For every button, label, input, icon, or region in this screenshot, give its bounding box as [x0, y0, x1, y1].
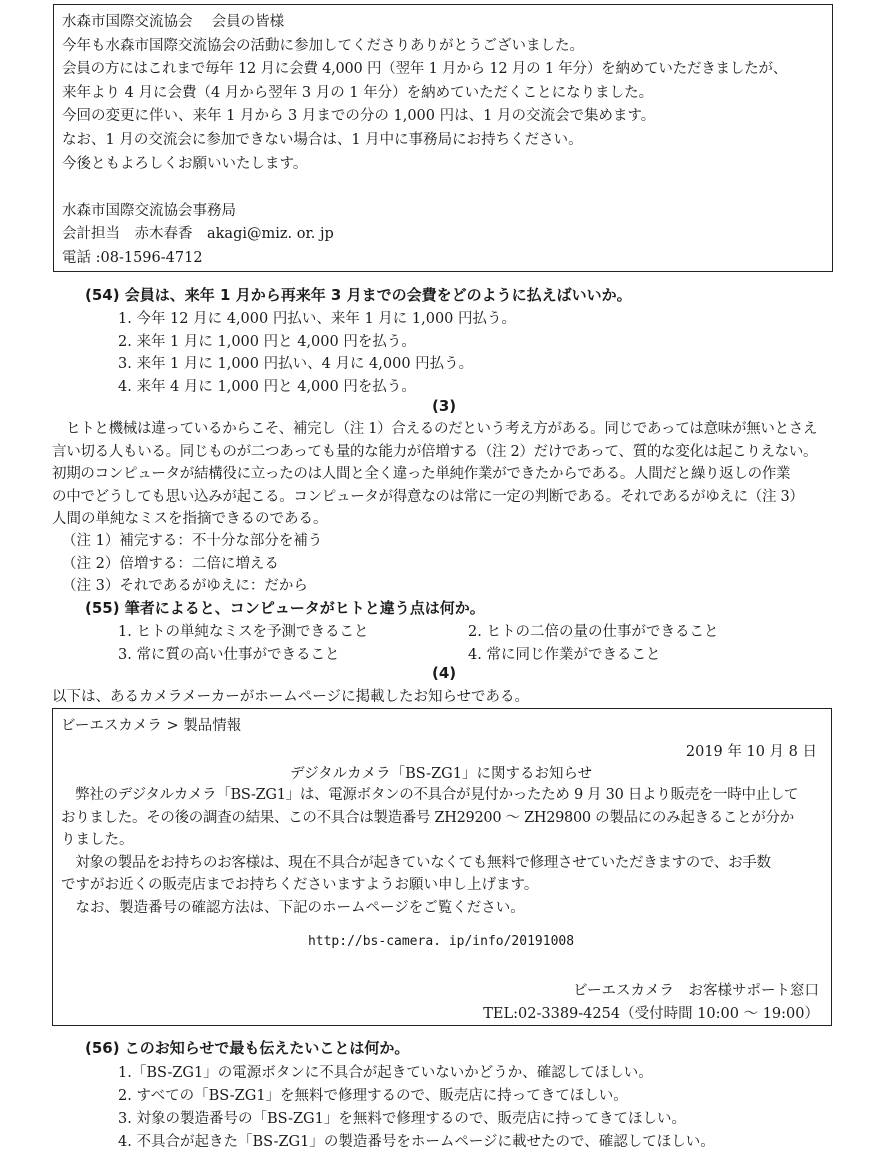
support-desk: ビーエスカメラ お客様サポート窓口	[573, 983, 819, 999]
q54-option-4[interactable]: 4. 来年 4 月に 1,000 円と 4,000 円を払う。	[118, 378, 416, 395]
question-56: (56) このお知らせで最も伝えたいことは何か。	[85, 1039, 410, 1057]
notice-office: 水森市国際交流協会事務局	[62, 202, 236, 219]
notice-line: なお、1 月の交流会に参加できない場合は、1 月中に事務局にお持ちください。	[62, 131, 583, 148]
q54-option-1[interactable]: 1. 今年 12 月に 4,000 円払い、来年 1 月に 1,000 円払う。	[118, 311, 517, 327]
paragraph-line: 人間の単純なミスを指摘できるのである。	[52, 511, 328, 527]
q56-option-4[interactable]: 4. 不具合が起きた「BS-ZG1」の製造番号をホームページに載せたので、確認してほしい。	[118, 1134, 715, 1150]
notice-contact: 会計担当 赤木春香 akagi@miz. or. jp	[62, 226, 334, 243]
q54-option-2[interactable]: 2. 来年 1 月に 1,000 円と 4,000 円を払う。	[118, 333, 416, 350]
notice-url-link[interactable]: http://bs-camera. ip/info/20191008	[307, 934, 575, 949]
q56-options	[118, 1062, 715, 1154]
q54-options	[118, 308, 516, 398]
q56-option-2[interactable]: 2. すべての「BS-ZG1」を無料で修理するので、販売店に持ってきてほしい。	[118, 1088, 628, 1104]
notice-date: 2019 年 10 月 8 日	[685, 744, 817, 760]
body-line: りました。	[61, 832, 134, 849]
body-line: 弊社のデジタルカメラ「BS-ZG1」は、電源ボタンの不具合が見付かったため 9 月 30 日より販売を一時中止して	[61, 787, 799, 803]
body-line: ですがお近くの販売店までお持ちくださいますようお願い申し上げます。	[61, 877, 539, 894]
q55-option-2[interactable]: 2. ヒトの二倍の量の仕事ができること	[468, 624, 719, 640]
q55-option-1[interactable]: 1. ヒトの単純なミスを予測できること	[118, 624, 369, 640]
body-line: 対象の製品をお持ちのお客様は、現在不具合が起きていなくても無料で修理させていただきますので、お手数	[61, 854, 771, 871]
notice-line: 会員の方にはこれまで毎年 12 月に会費 4,000 円（翌年 1 月から 12 月の 1 年分）を納めていただきましたが、	[62, 61, 788, 78]
note-3: （注 3）それであるがゆえに：だから	[62, 578, 308, 594]
notice-box-camera	[52, 708, 832, 1026]
q56-option-3[interactable]: 3. 対象の製造番号の「BS-ZG1」を無料で修理するので、販売店に持ってきてほしい。	[118, 1111, 687, 1127]
question-54: (54) 会員は、来年 1 月から再来年 3 月までの会費をどのように払えばいいか。	[85, 286, 632, 304]
section-3-heading: (3)	[432, 397, 457, 415]
q56-option-1[interactable]: 1.「BS-ZG1」の電源ボタンに不具合が起きていないかどうか、確認してほしい。	[118, 1065, 653, 1081]
section-3-notes	[62, 530, 322, 598]
note-2: （注 2）倍増する：二倍に増える	[62, 555, 279, 572]
note-1: （注 1）補完する：不十分な部分を補う	[62, 533, 323, 549]
notice-line: 今回の変更に伴い、来年 1 月から 3 月までの分の 1,000 円は、1 月の交流会で集めます。	[62, 108, 656, 125]
notice-line: 今後ともよろしくお願いいたします。	[62, 155, 308, 172]
q55-option-4[interactable]: 4. 常に同じ作業ができること	[468, 647, 661, 663]
notice-box-association	[53, 4, 833, 272]
section-4-heading: (4)	[432, 664, 457, 682]
support-tel: TEL:02-3389-4254（受付時間 10:00 ～ 19:00）	[483, 1006, 819, 1022]
section-3-paragraph	[52, 418, 842, 531]
notice-line: 今年も水森市国際交流協会の活動に参加してくださりありがとうございました。	[62, 37, 584, 54]
notice-line: 来年より 4 月に会費（4 月から翌年 3 月の 1 年分）を納めていただくことになりました。	[62, 84, 654, 101]
notice-greeting: 水森市国際交流協会 会員の皆様	[62, 14, 285, 30]
q55-option-3[interactable]: 3. 常に質の高い仕事ができること	[118, 647, 340, 663]
paragraph-line: 初期のコンピュータが結構役に立ったのは人間と全く違った単純作業ができたからである。人間だと繰り返しの作業	[52, 466, 791, 482]
notice-body	[61, 784, 825, 920]
paragraph-line: の中でどうしても思い込みが起こる。コンピュータが得意なのは常に一定の判断である。それであるがゆえに（注 3）	[52, 488, 804, 505]
paragraph-line: ヒトと機械は違っているからこそ、補完し（注 1）合えるのだという考え方がある。同じであっては意味が無いとさえ	[66, 421, 818, 437]
notice-phone: 電話 :08-1596-4712	[62, 249, 203, 266]
body-line: なお、製造番号の確認方法は、下記のホームページをご覧ください。	[61, 899, 525, 916]
question-55: (55) 筆者によると、コンピュータがヒトと違う点は何か。	[85, 599, 485, 617]
q54-option-3[interactable]: 3. 来年 1 月に 1,000 円払い、4 月に 4,000 円払う。	[118, 356, 474, 372]
notice-title: デジタルカメラ「BS-ZG1」に関するお知らせ	[289, 766, 593, 782]
breadcrumb[interactable]: ビーエスカメラ > 製品情報	[61, 718, 242, 734]
paragraph-line: 言い切る人もいる。同じものが二つあっても量的な能力が倍増する（注 2）だけであって、質的な変化は起こりえない。	[52, 443, 818, 460]
body-line: おりました。その後の調査の結果、この不具合は製造番号 ZH29200 ～ ZH29800 の製品にのみ起きることが分か	[61, 809, 794, 826]
section-4-intro: 以下は、あるカメラメーカーがホームページに掲載したお知らせである。	[52, 689, 530, 705]
